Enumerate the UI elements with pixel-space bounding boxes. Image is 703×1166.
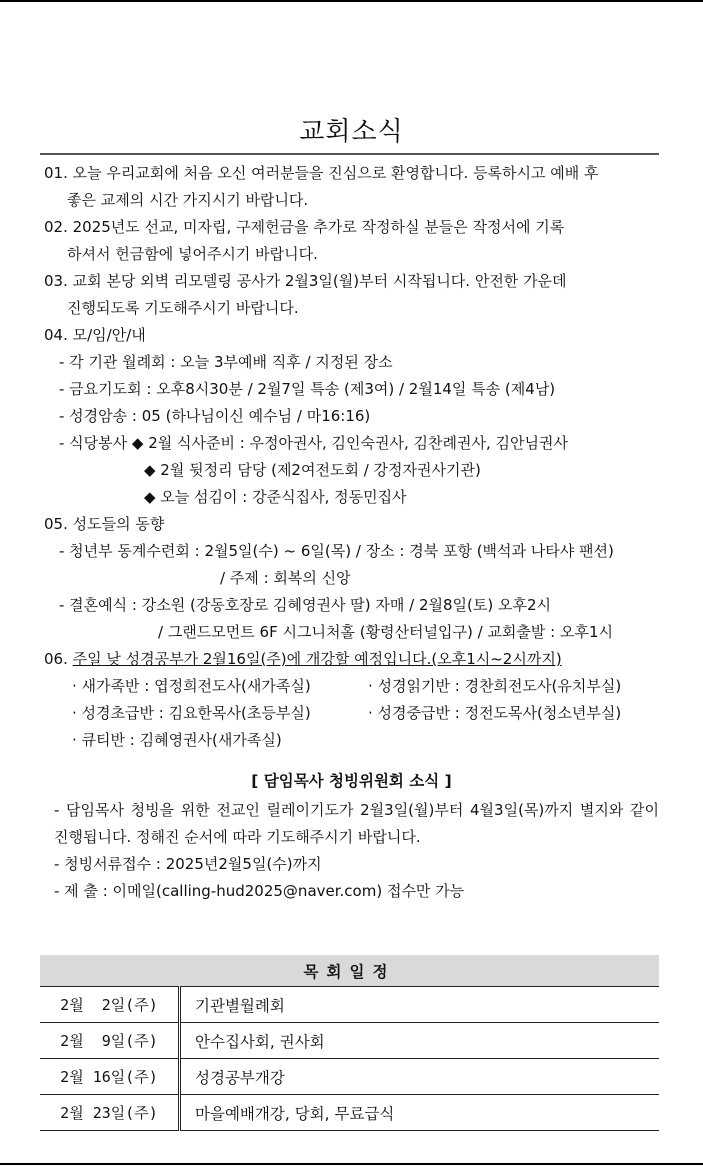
page-title: 교회소식 — [299, 117, 404, 147]
class-row — [44, 700, 659, 727]
committee-title: [ 담임목사 청빙위원회 소식 ] — [251, 772, 452, 790]
top-rule — [0, 0, 703, 2]
item-06-heading — [44, 646, 659, 673]
table-row — [40, 1095, 659, 1131]
class-qt: · 큐티반 : 김혜영권사(새가족실) — [72, 731, 282, 749]
schedule-header: 목회일정 — [40, 955, 659, 987]
class-row — [44, 727, 659, 754]
title-divider — [40, 153, 659, 155]
item-03-line1: 03. 교회 본당 외벽 리모델링 공사가 2월3일(월)부터 시작됩니다. 안전한 가운데 — [44, 272, 567, 290]
kitchen-cleanup: ◆ 2월 뒷정리 담당 (제2여전도회 / 강정자권사기관) — [144, 461, 481, 479]
table-row — [40, 1023, 659, 1059]
item-01-line1: 01. 오늘 우리교회에 처음 오신 여러분들을 진심으로 환영합니다. 등록하시고 예배 후 — [44, 164, 599, 182]
item-01-line2: 좋은 교제의 시간 가지시기 바랍니다. — [67, 191, 309, 209]
schedule-date: 2월 9일(주) — [40, 1023, 180, 1059]
meeting-monthly: - 각 기관 월례회 : 오늘 3부예배 직후 / 지정된 장소 — [59, 353, 393, 371]
youth-retreat: - 청년부 동계수련회 : 2월5일(수) ~ 6일(목) / 장소 : 경북 포항 (백석과 나타샤 팬션) — [59, 542, 614, 560]
schedule-date: 2월 16일(주) — [40, 1059, 180, 1095]
kitchen-today-servers: ◆ 오늘 섬김이 : 강준식집사, 정동민집사 — [144, 488, 407, 506]
wedding-location: / 그랜드모먼트 6F 시그니처홀 (황령산터널입구) / 교회출발 : 오후1시 — [158, 623, 613, 641]
class-newcomer: · 새가족반 : 엽정희전도사(새가족실) — [72, 677, 311, 695]
schedule-event: 안수집사회, 권사회 — [180, 1023, 660, 1059]
ministry-schedule-table — [40, 955, 659, 1131]
meeting-friday-prayer: - 금요기도회 : 오후8시30분 / 2월7일 특송 (제3여) / 2월14일 특송 (제4남) — [59, 380, 556, 398]
class-beginner: · 성경초급반 : 김요한목사(초등부실) — [72, 704, 311, 722]
youth-retreat-theme: / 주제 : 회복의 신앙 — [220, 569, 351, 587]
wedding-notice: - 결혼예식 : 강소원 (강동호장로 김혜영권사 딸) 자매 / 2월8일(토) 오후2시 — [59, 596, 551, 614]
bottom-rule — [0, 1163, 703, 1165]
committee-document-deadline: - 청빙서류접수 : 2025년2월5일(수)까지 — [54, 855, 322, 873]
item-02-line1: 02. 2025년도 선교, 미자립, 구제헌금을 추가로 작정하실 분들은 작정서에 기록 — [44, 218, 565, 236]
item-05-heading: 05. 성도들의 동향 — [44, 515, 165, 533]
schedule-date: 2월 2일(주) — [40, 987, 180, 1023]
item-02-line2: 하셔서 헌금함에 넣어주시기 바랍니다. — [67, 245, 318, 263]
committee-relay-prayer: - 담임목사 청빙을 위한 전교인 릴레이기도가 2월3일(월)부터 4월3일(목)까지 별지와 같이 진행됩니다. 정해진 순서에 따라 기도해주시기 바랍니다. — [54, 801, 659, 846]
class-reading: · 성경읽기반 : 경찬희전도사(유치부실) — [368, 677, 622, 695]
table-row — [40, 1059, 659, 1095]
schedule-event: 마을예배개강, 당회, 무료급식 — [180, 1095, 660, 1131]
item-04-heading: 04. 모/임/안/내 — [44, 326, 146, 344]
news-content — [44, 160, 659, 905]
table-row — [40, 987, 659, 1023]
schedule-date: 2월 23일(주) — [40, 1095, 180, 1131]
meeting-kitchen-service: - 식당봉사 ◆ 2월 식사준비 : 우정아권사, 김인숙권사, 김찬례권사, 김안님권사 — [59, 434, 568, 452]
class-row — [44, 673, 659, 700]
schedule-event: 성경공부개강 — [180, 1059, 660, 1095]
schedule-event: 기관별월례회 — [180, 987, 660, 1023]
committee-submission: - 제 출 : 이메일(calling-hud2025@naver.com) 접수만 가능 — [54, 882, 465, 900]
bible-study-notice: 주일 낮 성경공부가 2월16일(주)에 개강할 예정입니다.(오후1시~2시까지) — [72, 650, 562, 668]
item-03-line2: 진행되도록 기도해주시기 바랍니다. — [67, 299, 299, 317]
item-06-number: 06. — [44, 650, 73, 668]
class-intermediate: · 성경중급반 : 정전도목사(청소년부실) — [368, 704, 622, 722]
meeting-memorization: - 성경암송 : 05 (하나님이신 예수님 / 마16:16) — [59, 407, 371, 425]
